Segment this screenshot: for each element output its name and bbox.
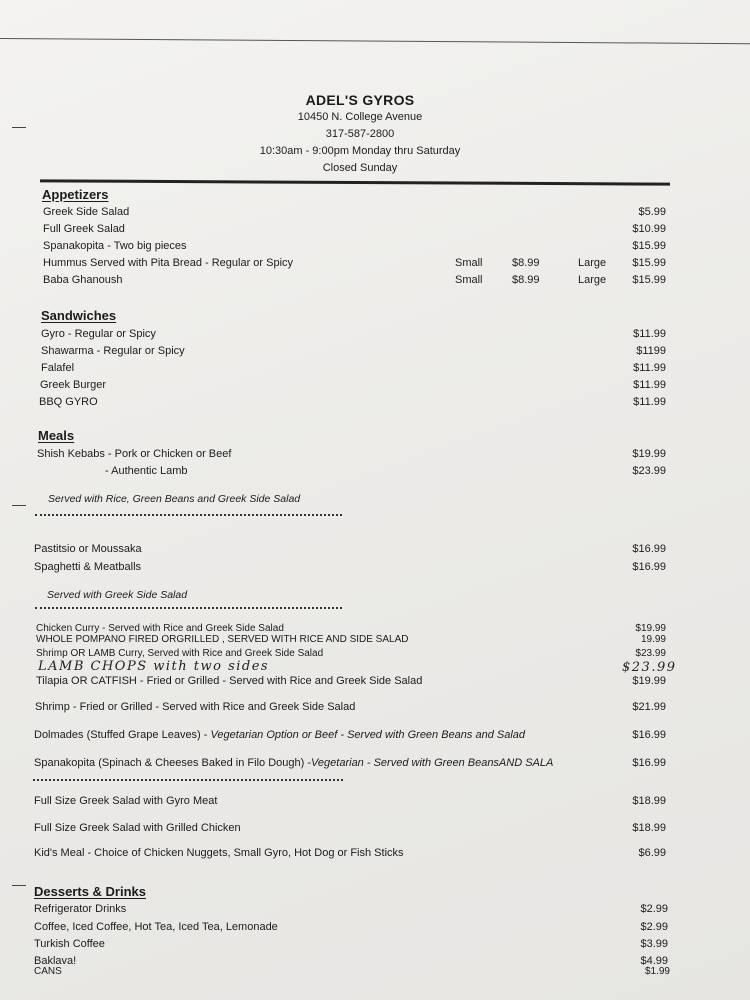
small-price: $8.99 <box>512 274 540 286</box>
item-price: $16.99 <box>632 561 666 573</box>
item-price: $11.99 <box>633 362 666 374</box>
header-divider <box>40 179 670 185</box>
menu-item <box>0 396 750 412</box>
section-title-desserts: Desserts & Drinks <box>34 884 146 899</box>
item-price: $15.99 <box>632 274 666 286</box>
item-name: Greek Burger <box>40 379 107 391</box>
menu-item <box>0 966 750 978</box>
item-price: $5.99 <box>638 206 666 218</box>
restaurant-closed: Closed Sunday <box>322 162 398 174</box>
item-price: $18.99 <box>632 822 666 834</box>
item-price: $11.99 <box>633 396 666 408</box>
section-title-appetizers: Appetizers <box>42 187 109 202</box>
restaurant-name: ADEL'S GYROS <box>305 92 415 108</box>
menu-item <box>0 795 750 811</box>
item-name: Chicken Curry - Served with Rice and Greek Side Salad <box>36 623 284 634</box>
item-name: Shawarma - Regular or Spicy <box>41 345 185 357</box>
menu-item <box>0 345 750 361</box>
item-name: Full Greek Salad <box>43 223 125 235</box>
item-name: Falafel <box>41 362 75 374</box>
section-title-meals: Meals <box>38 428 75 443</box>
menu-item <box>0 379 750 395</box>
item-name: Shrimp OR LAMB Curry, Served with Rice and Greek Side Salad <box>36 648 324 659</box>
item-name: BBQ GYRO <box>39 396 98 408</box>
menu-item <box>0 274 750 290</box>
section-title-sandwiches: Sandwiches <box>41 308 117 323</box>
item-price: $2.99 <box>640 921 668 933</box>
item-name: Tilapia OR CATFISH - Fried or Grilled - Served with Rice and Greek Side Salad <box>36 675 423 687</box>
menu-item <box>0 729 750 745</box>
item-price: $15.99 <box>632 240 666 252</box>
served-with-note: Served with Greek Side Salad <box>47 589 188 601</box>
menu-item <box>0 465 750 481</box>
item-price: $16.99 <box>632 757 666 769</box>
restaurant-header <box>240 92 480 177</box>
handwritten-item: LAMB CHOPS with two sides <box>38 659 270 674</box>
item-price: $23.99 <box>632 465 666 477</box>
margin-mark <box>12 127 26 128</box>
paper-fold-line <box>0 38 750 44</box>
item-price: $19.99 <box>632 448 666 460</box>
restaurant-hours: 10:30am - 9:00pm Monday thru Saturday <box>259 145 461 157</box>
item-name <box>34 729 525 741</box>
menu-item <box>0 634 750 646</box>
menu-item <box>0 328 750 344</box>
item-price: $1.99 <box>644 966 670 977</box>
large-label: Large <box>578 274 607 286</box>
item-price: $23.99 <box>635 648 666 659</box>
item-name: Baba Ghanoush <box>43 274 123 286</box>
menu-item <box>0 903 750 919</box>
item-price: $15.99 <box>632 257 666 269</box>
menu-item <box>0 561 750 577</box>
item-price: $19.99 <box>632 675 666 687</box>
item-price: 19.99 <box>640 634 666 645</box>
served-with-note: Served with Rice, Green Beans and Greek Side Salad <box>48 493 301 505</box>
item-name: Turkish Coffee <box>34 938 105 950</box>
item-price: $4.99 <box>640 955 668 967</box>
restaurant-address: 10450 N. College Avenue <box>297 111 423 123</box>
item-name <box>34 757 553 769</box>
item-price: $11.99 <box>633 379 666 391</box>
item-name: Coffee, Iced Coffee, Hot Tea, Iced Tea, Lemonade <box>34 921 278 933</box>
item-name: CANS <box>34 966 62 977</box>
menu-item <box>0 822 750 838</box>
item-price: $6.99 <box>638 847 666 859</box>
item-name: Spaghetti & Meatballs <box>34 561 142 573</box>
restaurant-phone: 317-587-2800 <box>325 128 395 140</box>
menu-item <box>0 240 750 256</box>
menu-item <box>0 448 750 464</box>
vegetarian-note: Vegetarian Option or Beef <box>210 729 338 741</box>
small-price: $8.99 <box>512 257 540 269</box>
handwritten-price: $23.99 <box>622 660 677 675</box>
menu-item <box>0 921 750 937</box>
item-name: Pastitsio or Moussaka <box>34 543 142 555</box>
menu-item <box>0 847 750 863</box>
item-name: - Authentic Lamb <box>105 465 188 477</box>
menu-item <box>0 675 750 691</box>
menu-item <box>0 543 750 559</box>
item-name: Shish Kebabs - Pork or Chicken or Beef <box>37 448 232 460</box>
item-title: Spanakopita (Spinach & Cheeses Baked in Filo Dough) - <box>34 757 311 769</box>
served-with-note: - Served with Green BeansAND SALA <box>363 757 554 769</box>
item-price: $18.99 <box>632 795 666 807</box>
dotted-divider <box>33 779 343 781</box>
menu-item <box>0 362 750 378</box>
large-label: Large <box>578 257 607 269</box>
small-label: Small <box>455 274 483 286</box>
item-name: Kid's Meal - Choice of Chicken Nuggets, Small Gyro, Hot Dog or Fish Sticks <box>34 847 404 859</box>
menu-item <box>0 938 750 954</box>
item-price: $21.99 <box>632 701 666 713</box>
item-name: Full Size Greek Salad with Gyro Meat <box>34 795 218 807</box>
item-price: $2.99 <box>640 903 668 915</box>
item-price: $10.99 <box>632 223 666 235</box>
margin-mark <box>12 885 26 886</box>
served-with-note: - Served with Green Beans and Salad <box>337 729 526 741</box>
item-price: $16.99 <box>632 543 666 555</box>
item-name: Greek Side Salad <box>43 206 130 218</box>
item-name: WHOLE POMPANO FIRED ORGRILLED , SERVED WITH RICE AND SIDE SALAD <box>36 634 409 645</box>
item-name: Refrigerator Drinks <box>34 903 127 915</box>
vegetarian-note: Vegetarian <box>311 757 364 769</box>
item-price: $1199 <box>636 345 666 357</box>
item-price: $3.99 <box>640 938 668 950</box>
item-name: Full Size Greek Salad with Grilled Chicken <box>34 822 241 834</box>
menu-item <box>0 223 750 239</box>
small-label: Small <box>455 257 483 269</box>
item-price: $16.99 <box>632 729 666 741</box>
menu-item <box>0 257 750 273</box>
item-price: $19.99 <box>635 623 666 634</box>
item-title: Dolmades (Stuffed Grape Leaves) - <box>34 729 211 741</box>
dotted-divider <box>35 514 342 516</box>
item-name: Hummus Served with Pita Bread - Regular or Spicy <box>43 257 294 269</box>
item-name: Baklava! <box>34 955 77 967</box>
menu-item <box>0 206 750 222</box>
menu-item <box>0 757 750 773</box>
item-name: Gyro - Regular or Spicy <box>41 328 156 340</box>
item-price: $11.99 <box>633 328 666 340</box>
margin-mark <box>12 505 26 506</box>
menu-item <box>0 701 750 717</box>
item-name: Shrimp - Fried or Grilled - Served with Rice and Greek Side Salad <box>35 701 356 713</box>
dotted-divider <box>35 607 342 609</box>
item-name: Spanakopita - Two big pieces <box>43 240 187 252</box>
